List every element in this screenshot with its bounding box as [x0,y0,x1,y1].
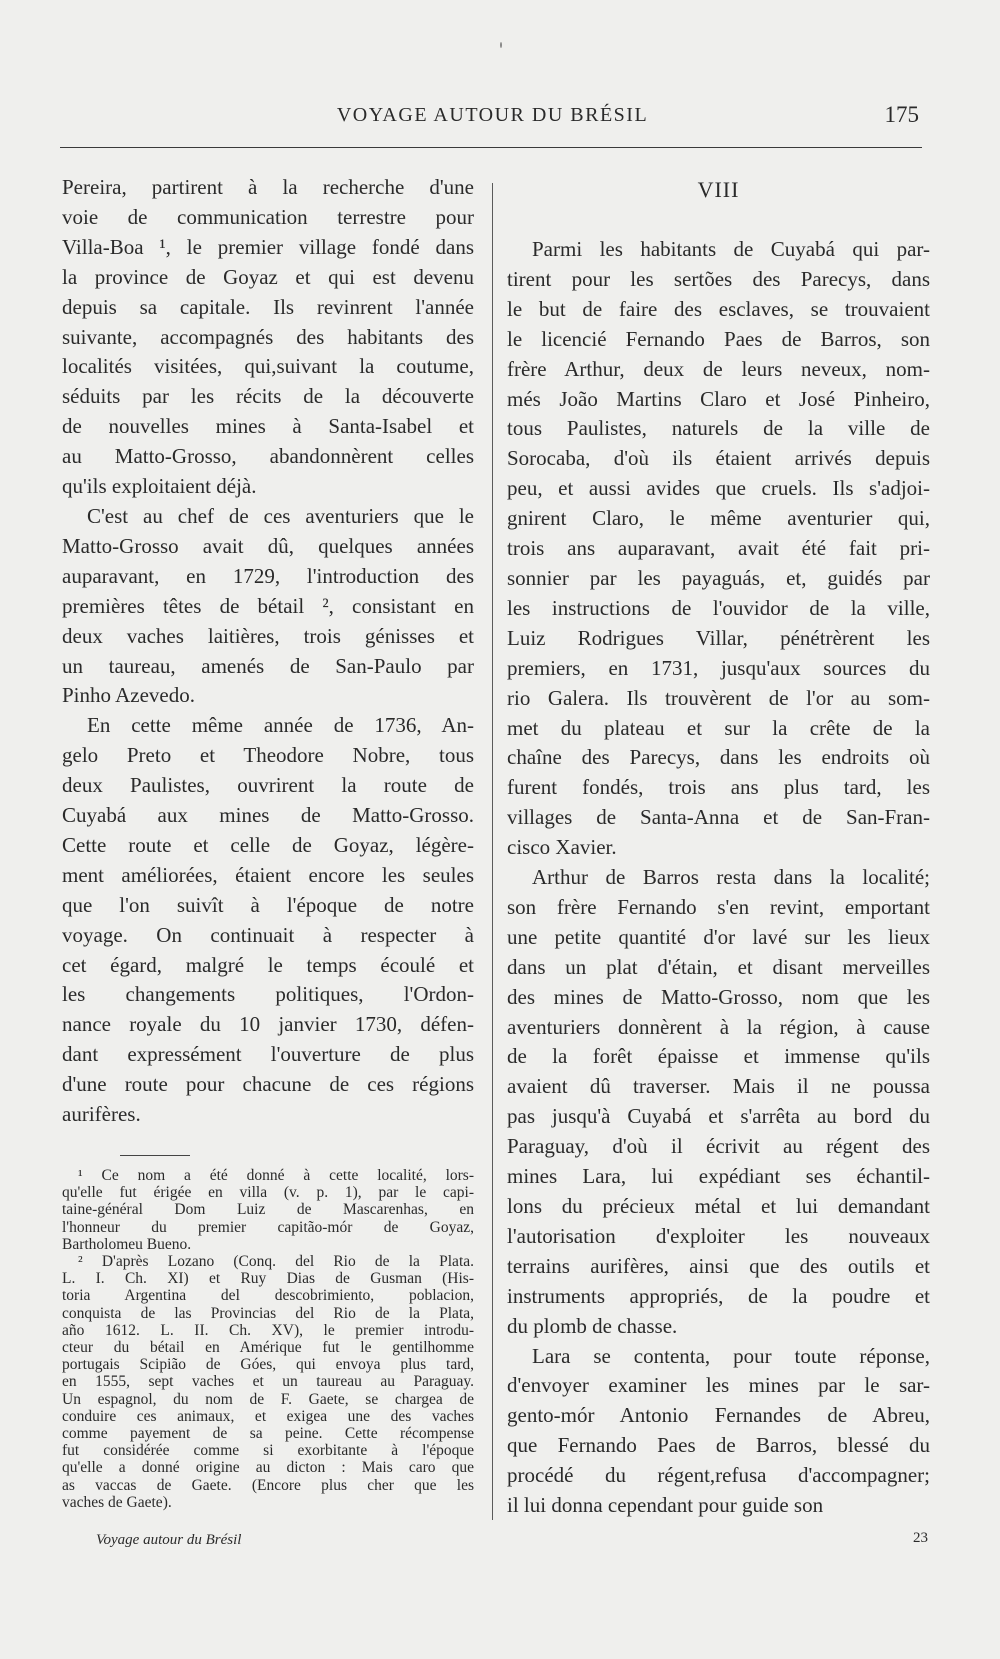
text-line: voie de communication terrestre pour [62,204,474,229]
text-line: auparavant, en 1729, l'introduction des [62,563,474,588]
section-heading: VIII [697,177,740,202]
text-line: En cette même année de 1736, An- [87,713,474,738]
text-line: chaîne des Parecys, dans les endroits où [507,745,930,770]
text-line: le licencié Fernando Paes de Barros, son [507,326,930,351]
footnote-line: qu'elle fut érigée en villa (v. p. 1), par le capi- [62,1184,474,1202]
text-line: rio Galera. Ils trouvèrent de l'or au som- [507,685,930,710]
text-line: trois ans auparavant, avait été fait pri- [507,536,930,561]
text-line: son frère Fernando s'en revint, emportant [507,894,930,919]
text-line: sonnier par les payaguás, et, guidés par [507,565,930,590]
text-line: furent fondés, trois ans plus tard, les [507,775,930,800]
footnote-line: portugais Scipião de Góes, qui envoya plus tard, [62,1356,474,1374]
text-line: Pinho Azevedo. [62,683,195,708]
text-line: les changements politiques, l'Ordon- [62,982,474,1007]
text-line: Matto-Grosso avait dû, quelques années [62,533,474,558]
text-line: procédé du régent,refusa d'accompagner; [507,1463,930,1488]
right-column [507,173,930,1521]
text-line: gnirent Claro, le même aventurier qui, [507,506,930,531]
text-line: au Matto-Grosso, abandonnèrent celles [62,444,474,469]
text-line: de la forêt épaisse et immense qu'ils [507,1044,930,1069]
footnote-line: L. I. Ch. XI) et Ruy Dias de Gusman (His- [62,1270,474,1288]
text-line: une petite quantité d'or lavé sur les lieux [507,924,930,949]
footnote-line: vaches de Gaete). [62,1493,172,1511]
page-header [60,100,925,140]
text-line: le but de faire des esclaves, se trouvaient [507,296,930,321]
text-line: Lara se contenta, pour toute réponse, [532,1343,930,1368]
page-number: 175 [884,102,919,127]
text-line: peu, et aussi avides que cruels. Ils s'adjoi- [507,476,930,501]
footnote-line: ² D'après Lozano (Conq. del Rio de la Plata. [78,1253,474,1271]
footnote-line: fut considérée comme si exorbitante à l'époque [62,1442,474,1460]
text-line: gento-mór Antonio Fernandes de Abreu, [507,1403,930,1428]
text-line: de nouvelles mines à Santa-Isabel et [62,414,474,439]
text-line: terrains aurifères, ainsi que des outils et [507,1253,930,1278]
paragraph [62,173,474,502]
text-line: localités visitées, qui,suivant la coutume, [62,354,474,379]
text-line: aventuriers donnèrent à la région, à cause [507,1014,930,1039]
signature-number: 23 [913,1530,928,1546]
text-line: Sorocaba, d'où ils étaient arrivés depuis [507,446,930,471]
footnote-line: qu'elle a donné origine au dicton : Mais caro que [62,1459,474,1477]
footnote-line: cteur du bétail en Amérique fut le gentilhomme [62,1339,474,1357]
text-line: ment améliorées, étaient encore les seules [62,862,474,887]
print-speck [500,42,502,48]
text-line: Pereira, partirent à la recherche d'une [62,175,474,199]
text-line: un taureau, amenés de San-Paulo par [62,653,474,678]
text-line: la province de Goyaz et qui est devenu [62,264,474,289]
text-line: pas jusqu'à Cuyabá et s'arrêta au bord du [507,1104,930,1129]
text-line: deux Paulistes, ouvrirent la route de [62,773,474,798]
text-line: d'envoyer examiner les mines par le sar- [507,1373,930,1398]
text-line: Paraguay, d'où il écrivit au régent des [507,1134,930,1159]
paragraph [507,863,930,1342]
text-line: Cette route et celle de Goyaz, légère- [62,832,474,857]
text-line: suivante, accompagnés des habitants des [62,324,474,349]
text-line: d'une route pour chacune de ces régions [62,1072,474,1097]
text-line: villages de Santa-Anna et de San-Fran- [507,805,930,830]
text-line: instruments appropriés, de la poudre et [507,1283,930,1308]
text-line: cisco Xavier. [507,835,617,860]
text-line: qu'ils exploitaient déjà. [62,474,257,499]
text-line: tous Paulistes, naturels de la ville de [507,416,930,441]
paragraph [507,235,930,863]
text-line: tirent pour les sertões des Parecys, dans [507,266,930,291]
text-line: premières têtes de bétail ², consistant en [62,593,474,618]
text-line: més João Martins Claro et José Pinheiro, [507,386,930,411]
text-line: lons du précieux métal et lui demandant [507,1194,930,1218]
text-line: deux vaches laitières, trois génisses et [62,623,474,648]
paragraph [507,1342,930,1521]
footnote-line: ¹ Ce nom a été donné à cette localité, lors- [78,1167,474,1184]
footnote-line: as vaccas de Gaete. (Encore plus cher que les [62,1476,474,1494]
footnote-note1 [62,1167,474,1253]
text-line: avaient dû traverser. Mais il ne poussa [507,1074,930,1099]
column-divider [492,183,493,1520]
running-title: VOYAGE AUTOUR DU BRÉSIL [336,104,649,126]
text-line: depuis sa capitale. Ils revinrent l'année [62,294,474,319]
footnote-line: taine-général Dom Luiz de Mascarenhas, en [62,1201,474,1219]
text-line: Villa-Boa ¹, le premier village fondé dans [62,234,474,259]
paragraph [62,711,474,1130]
text-line: cet égard, malgré le temps écoulé et [62,952,474,977]
footnote-line: Bartholomeu Bueno. [62,1235,192,1253]
footnote-line: l'honneur du premier capitão-mór de Goyaz, [62,1218,474,1236]
text-line: séduits par les récits de la découverte [62,384,474,409]
footnote-line: año 1612. L. II. Ch. XV), le premier introdu- [62,1321,474,1339]
footnote-note2 [62,1253,474,1511]
text-line: les instructions de l'ouvidor de la ville, [507,595,930,620]
signature-line: Voyage autour du Brésil [96,1532,242,1548]
footnote-line: toria Argentina del descobrimiento, poblacion, [62,1287,474,1305]
left-column [62,173,474,1130]
text-line: il lui donna cependant pour guide son [507,1493,824,1518]
text-line: premiers, en 1731, jusqu'aux sources du [507,655,930,680]
footnote-line: conduire ces animaux, et exigea une des vaches [62,1407,474,1425]
footnote-rule [120,1155,190,1156]
text-line: dant expressément l'ouverture de plus [62,1042,474,1067]
text-line: frère Arthur, deux de leurs neveux, nom- [507,356,930,381]
text-line: aurifères. [62,1102,141,1127]
text-line: mines Lara, lui expédiant ses échantil- [507,1164,930,1189]
text-line: dans un plat d'étain, et disant merveilles [507,954,930,979]
text-line: des mines de Matto-Grosso, nom que les [507,984,930,1009]
text-line: que l'on suivît à l'époque de notre [62,892,474,917]
footnotes [62,1167,474,1511]
text-line: que Fernando Paes de Barros, blessé du [507,1433,930,1458]
text-line: Luiz Rodrigues Villar, pénétrèrent les [507,625,930,650]
footnote-line: Un espagnol, du nom de F. Gaete, se chargea de [62,1390,474,1408]
paragraph [62,502,474,711]
text-line: Arthur de Barros resta dans la localité; [532,865,930,890]
text-line: met du plateau et sur la crête de la [507,715,930,740]
footnote-line: conquista de las Provincias del Rio de la Plata, [62,1304,474,1322]
text-line: voyage. On continuait à respecter à [62,922,474,947]
text-line: nance royale du 10 janvier 1730, défen- [62,1012,474,1037]
text-line: du plomb de chasse. [507,1313,678,1338]
text-line: C'est au chef de ces aventuriers que le [87,503,474,528]
footnote-line: comme payement de sa peine. Cette récompense [62,1425,474,1443]
text-line: l'autorisation d'exploiter les nouveaux [507,1223,930,1248]
footnote-line: en 1555, sept vaches et un taureau au Paraguay. [62,1373,474,1391]
header-rule [60,147,922,148]
text-line: gelo Preto et Theodore Nobre, tous [62,743,474,768]
text-line: Cuyabá aux mines de Matto-Grosso. [62,803,474,828]
text-line: Parmi les habitants de Cuyabá qui par- [532,237,930,261]
